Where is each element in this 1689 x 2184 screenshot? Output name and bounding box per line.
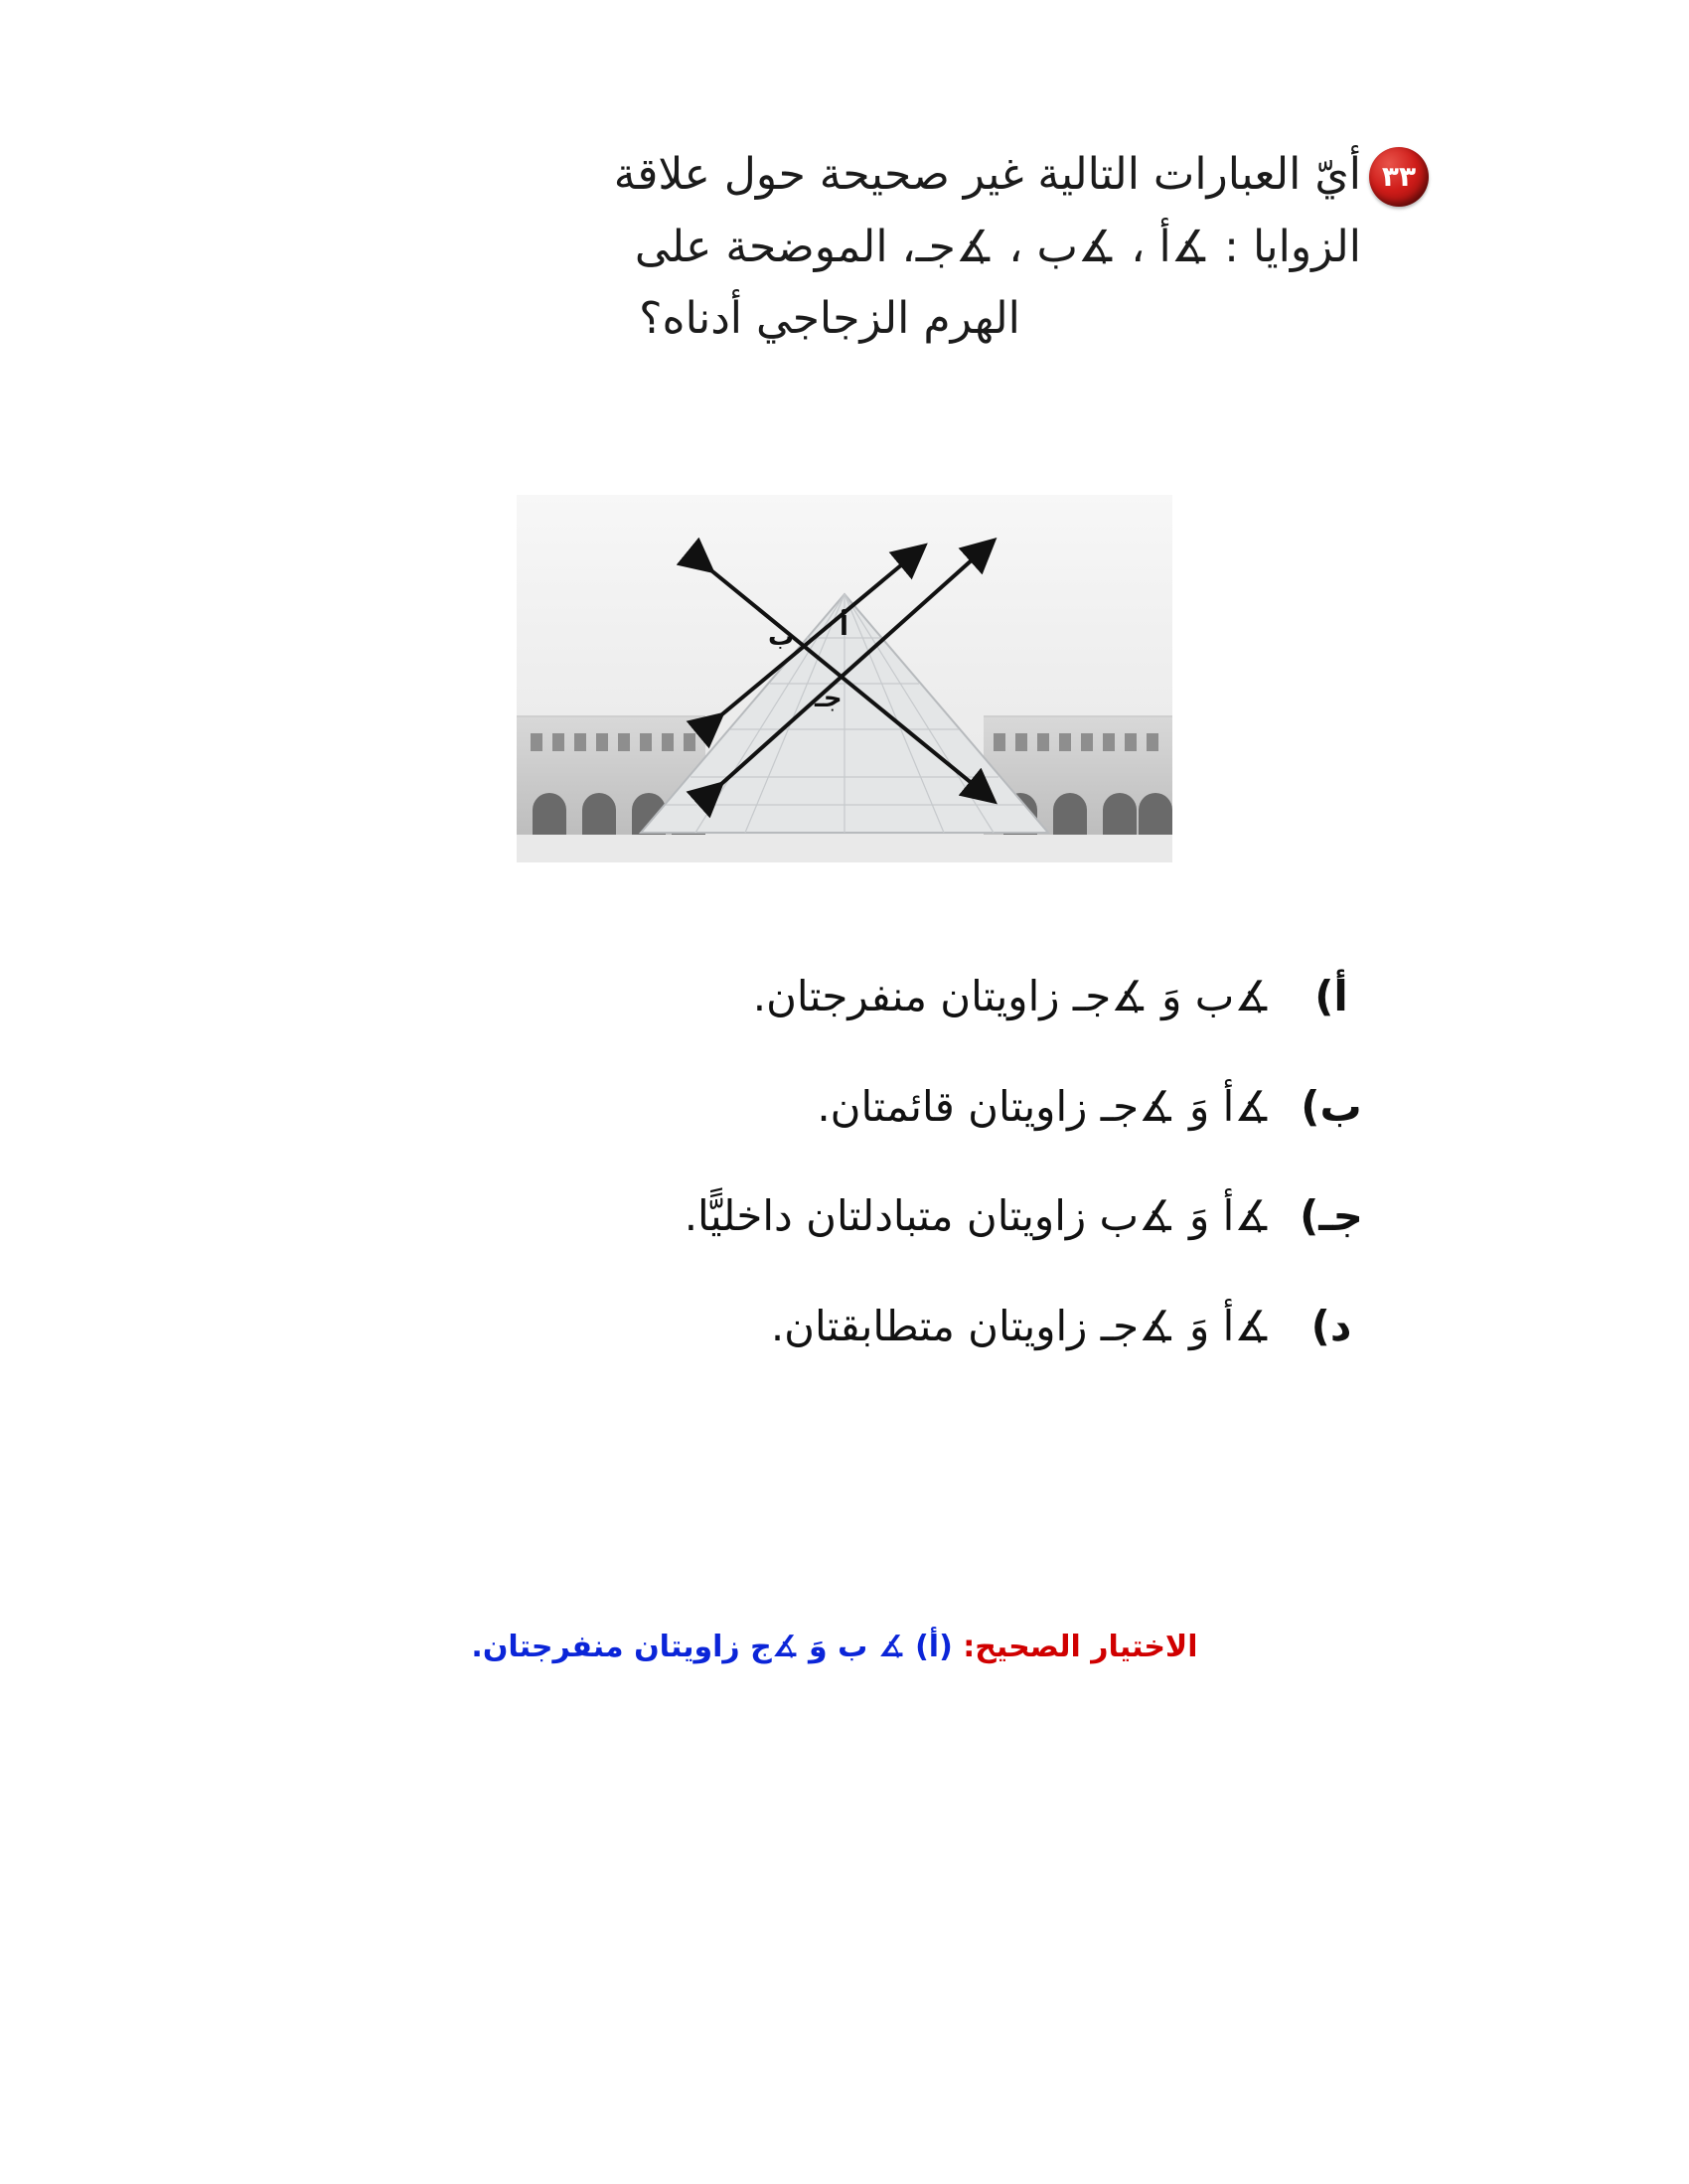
pyramid-figure xyxy=(517,495,1172,862)
choice-key-d: د) xyxy=(1310,1302,1352,1351)
question-block xyxy=(298,139,1417,356)
question-line-2: الزوايا : ∡أ ، ∡ب ، ∡جـ، الموضحة على xyxy=(634,221,1361,272)
answer-body: (أ) ∡ ب وَ ∡ج زاويتان منفرجتان. xyxy=(471,1630,953,1664)
choice-text-c: ∡أ وَ ∡ب زاويتان متبادلتان داخليًّا. xyxy=(684,1191,1272,1241)
choice-text-d: ∡أ وَ ∡جـ زاويتان متطابقتان. xyxy=(770,1302,1272,1351)
choice-text-b: ∡أ وَ ∡جـ زاويتان قائمتان. xyxy=(817,1081,1272,1131)
choice-key-c: جـ) xyxy=(1300,1191,1363,1241)
choices-list xyxy=(278,969,1391,1409)
choice-option-a[interactable] xyxy=(278,969,1391,1025)
choice-key-a: أ) xyxy=(1314,972,1348,1020)
choice-option-c[interactable] xyxy=(278,1188,1391,1245)
answer-line xyxy=(278,1630,1391,1664)
question-number-badge: ٣٣ xyxy=(1369,147,1429,207)
choice-key-b: ب) xyxy=(1301,1081,1362,1131)
choice-option-d[interactable] xyxy=(278,1299,1391,1355)
transversal-lines xyxy=(517,495,1172,862)
choice-text-a: ∡ب وَ ∡جـ زاويتان منفرجتان. xyxy=(752,972,1272,1020)
figure-label-j: جـ xyxy=(815,684,843,713)
question-line-1: أيّ العبارات التالية غير صحيحة حول علاقة xyxy=(613,149,1361,200)
question-text xyxy=(298,139,1361,356)
figure-label-b: ب xyxy=(768,622,795,652)
choice-option-b[interactable] xyxy=(278,1079,1391,1136)
answer-label: الاختيار الصحيح: xyxy=(963,1630,1198,1664)
figure-label-a: أ xyxy=(840,612,848,642)
question-line-3: الهرم الزجاجي أدناه؟ xyxy=(639,293,1020,345)
